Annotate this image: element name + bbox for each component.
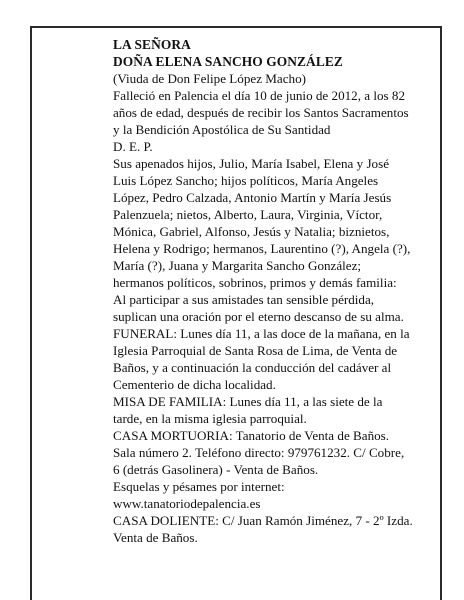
- funeral-paragraph: FUNERAL: Lunes día 11, a las doce de la mañana, en la Iglesia Parroquial de Santa Rosa de Lima, de Venta de Baños, y a continuación la conducción del cadáver al Cementerio de dicha localidad.: [113, 326, 410, 392]
- deceased-name: DOÑA ELENA SANCHO GONZÁLEZ: [113, 54, 343, 69]
- obituary-notice: [30, 26, 442, 600]
- family-mass-paragraph: MISA DE FAMILIA: Lunes día 11, a las siete de la tarde, en la misma iglesia parroquial.: [113, 394, 383, 426]
- rip-line: D. E. P.: [113, 139, 153, 154]
- request-paragraph: Al participar a sus amistades tan sensible pérdida, suplican una oración por el eterno descanso de su alma.: [113, 292, 404, 324]
- widow-of-line: (Viuda de Don Felipe López Macho): [113, 71, 307, 86]
- condolences-label: Esquelas y pésames por internet:: [113, 479, 285, 494]
- mourning-home-paragraph: CASA DOLIENTE: C/ Juan Ramón Jiménez, 7 - 2º Izda. Venta de Baños.: [113, 513, 413, 545]
- family-paragraph: Sus apenados hijos, Julio, María Isabel, Elena y José Luis López Sancho; hijos políticos, María Angeles López, Pedro Calzada, Antonio Martín y María Jesús Palenzuela; nietos, Alberto, Laura, Virginia, Víctor, Mónica, Gabriel, Alfonso, Jesús y Natalia; biznietos, Helena y Rodrigo; hermanos, Laurentino (?), Angela (?), María (?), Juana y Margarita Sancho González; hermanos políticos, sobrinos, primos y demás familia:: [113, 156, 411, 290]
- death-notice-paragraph: Falleció en Palencia el día 10 de junio de 2012, a los 82 años de edad, después de recibir los Santos Sacramentos y la Bendición Apostólica de Su Santidad: [113, 88, 409, 137]
- condolences-url: www.tanatoriodepalencia.es: [113, 496, 261, 511]
- funeral-home-paragraph: CASA MORTUORIA: Tanatorio de Venta de Baños. Sala número 2. Teléfono directo: 979761232. C/ Cobre, 6 (detrás Gasolinera) - Venta de Baños.: [113, 428, 405, 477]
- title-line-1: LA SEÑORA: [113, 37, 191, 52]
- obituary-content: [113, 36, 413, 546]
